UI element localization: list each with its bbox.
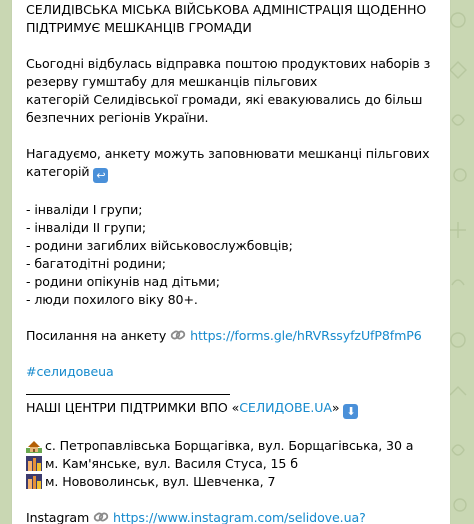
- instagram-line: [26, 509, 446, 524]
- category-item: - родини опікунів над дітьми;: [26, 274, 220, 289]
- link-icon: [170, 328, 186, 342]
- center-item: [26, 437, 446, 455]
- centers-heading: [26, 399, 446, 419]
- divider-line: [26, 394, 230, 395]
- paragraph-line: [26, 163, 446, 183]
- city-icon: [26, 456, 42, 471]
- form-link-label: Посилання на анкету: [26, 328, 167, 343]
- category-item: - родини загиблих військовослужбовців;: [26, 238, 293, 253]
- selidove-link[interactable]: СЕЛИДОВЕ.UA: [239, 400, 332, 415]
- form-link-line: [26, 327, 446, 345]
- house-icon: [26, 438, 42, 453]
- paragraph-line: резерву гумштабу для мешканців пільгових: [26, 74, 318, 89]
- paragraph-line: категорій Селидівської громади, які евакуювались до більш: [26, 92, 423, 107]
- center-address: м. Кам'янське, вул. Василя Стуса, 15 б: [45, 456, 298, 471]
- message-text: [26, 1, 446, 524]
- category-item: - багатодітні родини;: [26, 256, 166, 271]
- centers-heading-text: НАШІ ЦЕНТРИ ПІДТРИМКИ ВПО «: [26, 400, 240, 415]
- paragraph-line: Нагадуємо, анкету можуть заповнювати мешканці пільгових: [26, 146, 430, 161]
- center-address: с. Петропавлівська Борщагівка, вул. Борщагівська, 30 а: [45, 438, 414, 453]
- instagram-label: Instagram: [26, 510, 90, 524]
- hashtag-link[interactable]: #селидовеua: [26, 364, 114, 379]
- paragraph-text: категорій: [26, 164, 90, 179]
- form-url-link[interactable]: https://forms.gle/hRVRssyfzUfP8fmP6: [190, 328, 422, 343]
- center-address: м. Нововолинськ, вул. Шевченка, 7: [45, 474, 276, 489]
- center-item: [26, 455, 446, 473]
- heading-line: СЕЛИДІВСЬКА МІСЬКА ВІЙСЬКОВА АДМІНІСТРАЦІЯ ЩОДЕННО: [26, 2, 427, 17]
- instagram-url-link[interactable]: https://www.instagram.com/selidove.ua?: [112, 510, 366, 524]
- category-item: - інваліди І групи;: [26, 202, 143, 217]
- paragraph-line: Сьогодні відбулась відправка поштою продуктових наборів з: [26, 56, 431, 71]
- paragraph-line: безпечних регіонів України.: [26, 110, 209, 125]
- down-arrow-icon: ⬇: [343, 404, 358, 419]
- heading-line: ПІДТРИМУЄ МЕШКАНЦІВ ГРОМАДИ: [26, 20, 252, 35]
- link-icon: [93, 510, 109, 524]
- city-icon: [26, 474, 42, 489]
- centers-heading-suffix: »: [331, 400, 340, 415]
- return-arrow-icon: ↩: [93, 168, 108, 183]
- center-item: [26, 473, 446, 491]
- category-item: - інваліди ІІ групи;: [26, 220, 147, 235]
- category-item: - люди похилого віку 80+.: [26, 292, 198, 307]
